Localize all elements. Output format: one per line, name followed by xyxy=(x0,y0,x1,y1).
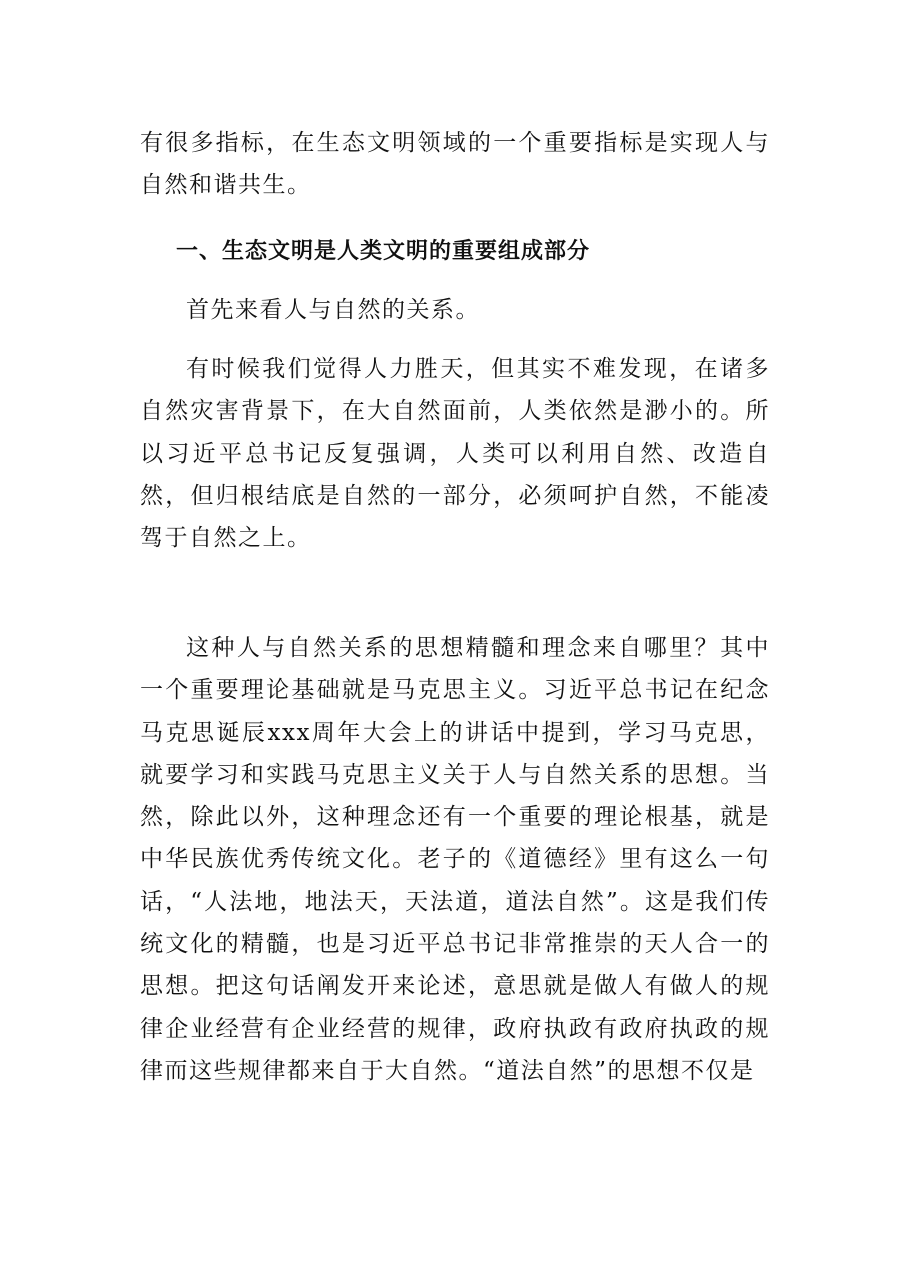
paragraph-theory-basis xyxy=(140,627,770,1092)
paragraph-text: 这种人与自然关系的思想精髓和理念来自哪里？其中一个重要理论基础就是马克思主义。习近平总书记在纪念马克思诞辰xxx周年大会上的讲话中提到，学习马克思，就要学习和实践马克思主义关于人与自然关系的思想。当然，除此以外，这种理念还有一个重要的理论根基，就是中华民族优秀传统文化。老子的《道德经》里有这么一句话，“人法地，地法天，天法道，道法自然”。这是我们传统文化的精髓，也是习近平总书记非常推崇的天人合一的思想。把这句话阐发开来论述，意思就是做人有做人的规律企业经营有企业经营的规律，政府执政有政府执政的规律而这些规律都来自于大自然。“道法自然”的思想不仅是 xyxy=(140,635,770,1084)
section-heading xyxy=(140,231,770,273)
paragraph-text: 有时候我们觉得人力胜天，但其实不难发现，在诸多自然灾害背景下，在大自然面前，人类依然是渺小的。所以习近平总书记反复强调，人类可以利用自然、改造自然，但归根结底是自然的一部分，必须呵护自然，不能凌驾于自然之上。 xyxy=(140,356,770,552)
section-heading-text: 一、生态文明是人类文明的重要组成部分 xyxy=(176,239,591,264)
paragraph-text: 有很多指标，在生态文明领域的一个重要指标是实现人与自然和谐共生。 xyxy=(140,130,770,199)
paragraph-intro xyxy=(140,289,770,331)
paragraph-text: 首先来看人与自然的关系。 xyxy=(186,297,480,323)
paragraph-human-nature xyxy=(140,348,770,559)
paragraph-continuation xyxy=(140,122,770,207)
